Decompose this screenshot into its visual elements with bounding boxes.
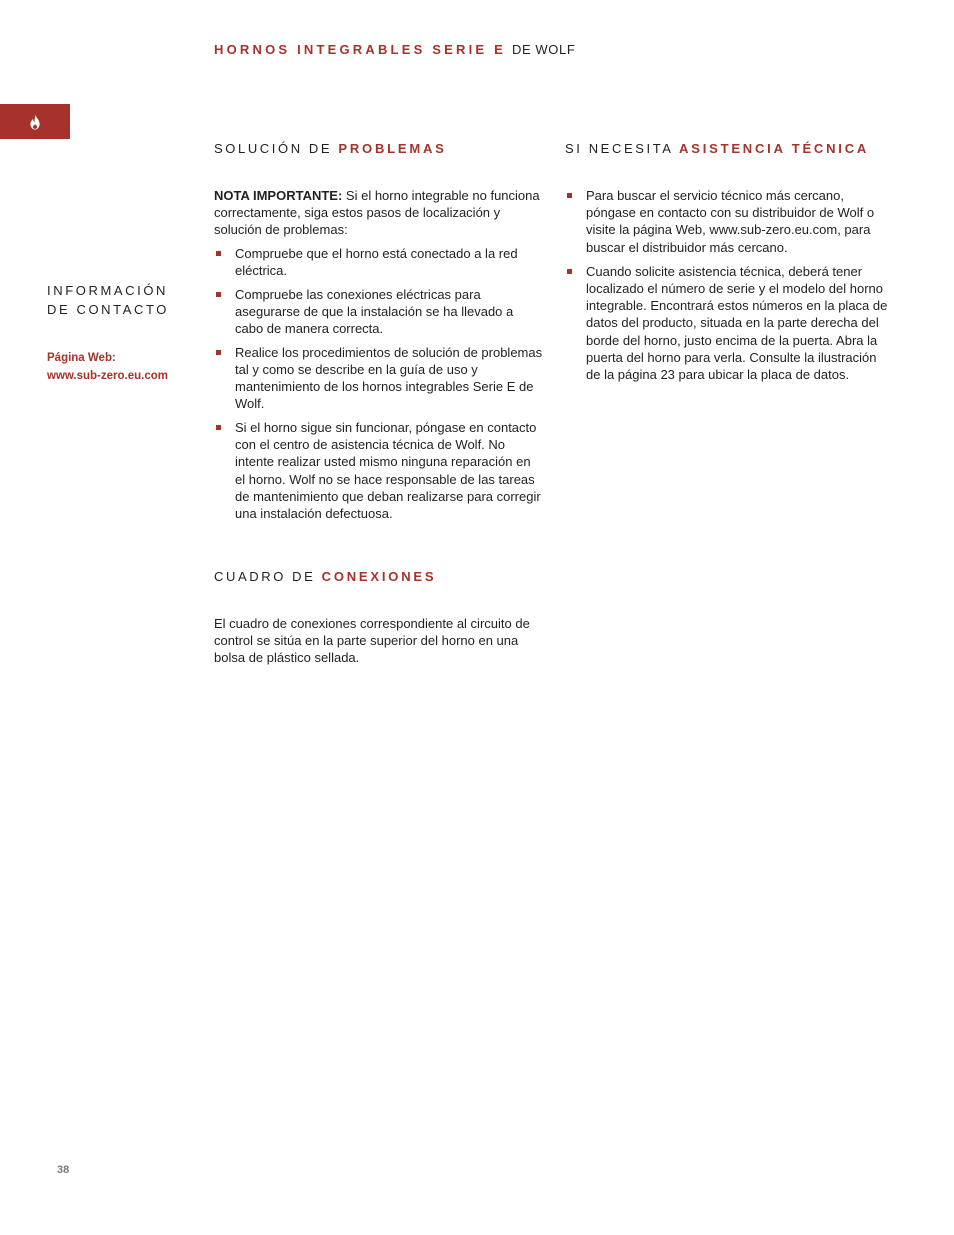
series-title: HORNOS INTEGRABLES SERIE E [214,42,506,57]
list-item: Compruebe que el horno está conectado a la red eléctrica. [214,245,544,279]
website-link[interactable]: www.sub-zero.eu.com [47,370,168,382]
list-item: Cuando solicite asistencia técnica, deberá tener localizado el número de serie y el modelo del horno integrable. Encontrará estos números en la placa de datos del producto, situada en la parte derecha del borde del horno, justo encima de la puerta. Abra la puerta del horno para verla. Consulte la ilustración de la página 23 para ubicar la placa de datos. [565,263,890,383]
troubleshooting-section [214,187,544,529]
list-item: Compruebe las conexiones eléctricas para asegurarse de que la instalación se ha llevado a cabo de manera correcta. [214,286,544,338]
list-item: Realice los procedimientos de solución de problemas tal y como se describe en la guía de uso y mantenimiento de los hornos integrables Serie E de Wolf. [214,344,544,413]
list-item: Para buscar el servicio técnico más cercano, póngase en contacto con su distribuidor de Wolf o visite la página Web, www.sub-zero.eu.com, para buscar el distribuidor más cercano. [565,187,890,256]
service-section [565,187,890,390]
website-info [47,349,197,385]
contact-heading-line1: INFORMACIÓN [47,283,169,298]
wiring-heading [214,569,436,584]
troubleshooting-heading-accent: PROBLEMAS [338,141,447,156]
contact-heading-line2: DE CONTACTO [47,302,170,317]
wiring-heading-accent: CONEXIONES [321,569,437,584]
service-heading [565,141,869,156]
troubleshooting-list [214,245,544,523]
troubleshooting-heading-prefix: SOLUCIÓN DE [214,141,333,156]
service-heading-accent: ASISTENCIA TÉCNICA [679,141,870,156]
wiring-text: El cuadro de conexiones correspondiente al circuito de control se sitúa en la parte superior del horno en una bolsa de plástico sellada. [214,616,530,666]
brand-name: DE WOLF [511,42,576,57]
service-list [565,187,890,383]
page-number: 38 [57,1164,70,1176]
section-tab [0,104,70,139]
troubleshooting-heading [214,141,447,156]
list-item: Si el horno sigue sin funcionar, póngase en contacto con el centro de asistencia técnica de Wolf. No intente realizar usted mismo ninguna reparación en el horno. Wolf no se hace responsable de las tareas de mantenimiento que deban realizarse para corregir una instalación defectuosa. [214,419,544,522]
website-label: Página Web: [47,352,116,364]
contact-heading [47,281,197,319]
page-header [214,42,575,57]
service-heading-prefix: SI NECESITA [565,141,673,156]
important-note-text: Si el horno integrable no funciona correctamente, siga estos pasos de localización y solución de problemas: [214,188,540,238]
important-note-label: NOTA IMPORTANTE: [214,188,343,203]
contact-sidebar [47,281,197,385]
flame-icon [29,114,41,130]
important-note [214,187,544,239]
wiring-heading-prefix: CUADRO DE [214,569,316,584]
